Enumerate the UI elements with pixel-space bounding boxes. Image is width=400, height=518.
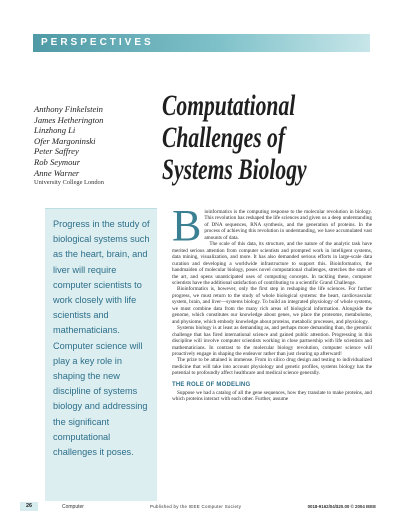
body-paragraph: Suppose we had a catalog of all the gene sequences, how they translate to make proteins, and which proteins interact with each other. Further, assume xyxy=(172,389,372,403)
title-line: Systems Biology xyxy=(162,153,307,186)
section-banner xyxy=(33,34,370,52)
body-paragraph xyxy=(172,209,372,250)
author-name: Ofer Margoninski xyxy=(34,135,96,146)
author-name: Anthony Finkelstein xyxy=(34,104,103,114)
drop-cap: B xyxy=(172,209,202,250)
page-number: 26 xyxy=(20,502,38,511)
issn-line: 0018-9162/04/$20.00 © 2004 IEEE xyxy=(307,504,376,509)
author-name: James Hetherington xyxy=(34,114,104,125)
author-name: Linzhong Li xyxy=(34,125,76,136)
body-paragraph: The scale of this data, its structure, and the nature of the analytic task have merited serious attention from computer scientists and prompted work in intelligent systems, data mining, visualization, and more. It has also demanded serious efforts in large-scale data curation and developing a worldwide infrastructure to support this. Bioinformatics, the handmaiden of molecular biology, poses novel computational challenges, stretches the state of the art, and opens unanticipated uses of computing concepts. In tackling these, computer scientists have the additional satisfaction of contributing to a scientific Grand Challenge. xyxy=(172,241,372,286)
section-label: PERSPECTIVES xyxy=(41,37,154,48)
author-list xyxy=(34,104,154,178)
body-paragraph: Systems biology is at least as demanding as, and perhaps more demanding than, the genomic challenge that has fired international science and gained public attention. Progressing in this discipline will involve computer scientists working in close partnership with life scientists and mathematicians. In contrast to the molecular biology revolution, computer science will proactively engage in shaping the endeavor rather than just clearing up afterward! xyxy=(172,325,372,357)
section-heading: THE ROLE OF MODELING xyxy=(172,381,251,388)
title-line: Challenges of xyxy=(162,121,286,154)
page-footer xyxy=(20,502,380,512)
author-name: Peter Saffrey xyxy=(34,146,79,157)
pull-quote-box xyxy=(45,208,157,501)
publisher-line: Published by the IEEE Computer Society xyxy=(150,504,242,509)
publication-name: Computer xyxy=(62,504,84,510)
article-body xyxy=(172,209,372,498)
author-name: Anne Warner xyxy=(34,167,80,178)
article-title xyxy=(162,90,328,186)
body-paragraph: The prize to be attained is immense. From in silico drug design and testing to individualized medicine that will take into account physiology and genetic profiles, systems biology has the potential to profoundly affect healthcare and medical science generally. xyxy=(172,357,372,377)
pull-quote: Progress in the study of biological systems such as the heart, brain, and liver will require computer scientists to work closely with life scientists and mathematicians. Computer science will play a key role in shaping the new discipline of systems biology and addressing the significant computational challenges it poses. xyxy=(53,219,150,458)
affiliation: University College London xyxy=(34,179,104,186)
title-line: Computational xyxy=(162,89,296,122)
body-paragraph-text: ioinformatics is the computing response to the molecular revolution in biology. This revolution has reshaped the life sciences and given us a deep understanding of DNA sequences, RNA synthesis, and the generation of proteins. In the process of achieving this revolution in understanding, we have accumulated vast amounts of data. xyxy=(204,209,372,241)
body-paragraph: Bioinformatics is, however, only the first step in reshaping the life sciences. For further progress, we must return to the study of whole biological systems: the heart, cardiovascular system, brain, and liver—systems biology. To build an integrated physiology of whole systems, we must combine data from the many rich areas of biological information. Alongside the genome, which constitutes our knowledge about genes, we place the proteome, metabolome, and physiome, which embody knowledge about proteins, metabolic processes, and physiology. xyxy=(172,286,372,325)
author-name: Rob Seymour xyxy=(34,156,81,167)
